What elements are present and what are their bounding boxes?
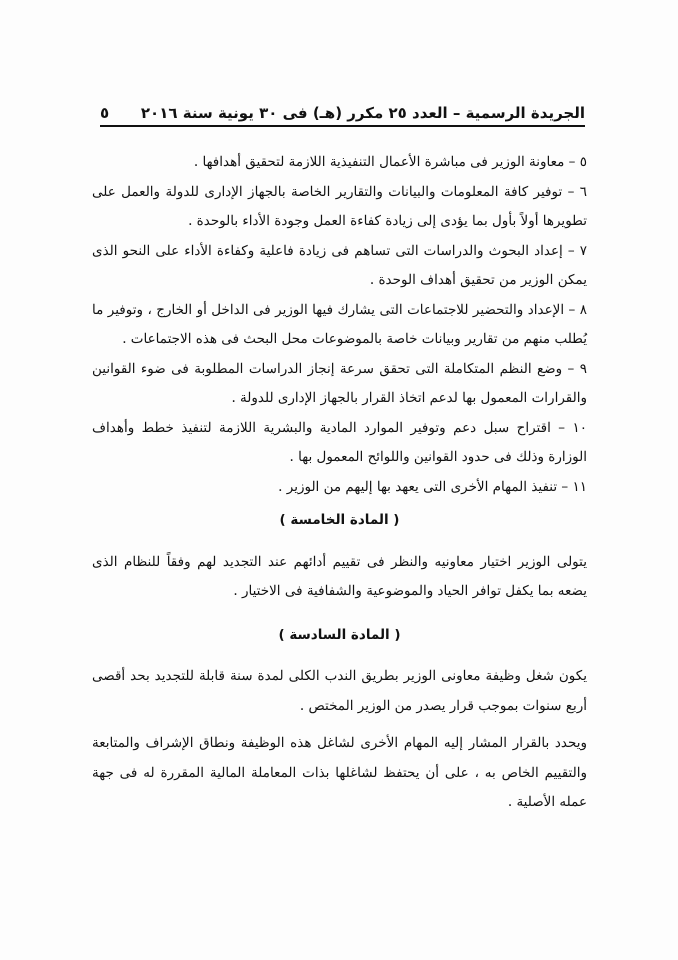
list-item: ٥ – معاونة الوزير فى مباشرة الأعمال التنفيذية اللازمة لتحقيق أهدافها .	[193, 154, 587, 170]
document-body	[92, 148, 587, 818]
list-item: ١٠ – اقتراح سبل دعم وتوفير الموارد المادية والبشرية اللازمة لتنفيذ خطط وأهداف الوزارة وذلك فى حدود القوانين واللوائح المعمول بها .	[92, 419, 587, 465]
page-number: ٥	[100, 104, 110, 122]
article-6-paragraph: يكون شغل وظيفة معاونى الوزير بطريق الندب الكلى لمدة سنة قابلة للتجديد بحد أقصى أربع سنوات بموجب قرار يصدر من الوزير المختص .	[92, 668, 587, 714]
article-5-text: يتولى الوزير اختيار معاونيه والنظر فى تقييم أدائهم عند التجديد لهم وفقاً للنظام الذى يضعه بما يكفل توافر الحياد والموضوعية والشفافية فى الاختيار .	[92, 553, 587, 599]
list-item: ٧ – إعداد البحوث والدراسات التى تساهم فى زيادة فاعلية وكفاءة الأداء على النحو الذى يمكن الوزير من تحقيق أهداف الوحدة .	[92, 242, 587, 288]
list-item: ٩ – وضع النظم المتكاملة التى تحقق سرعة إنجاز الدراسات المطلوبة فى ضوء القوانين والقرارات المعمول بها لدعم اتخاذ القرار بالجهاز الإدارى للدولة .	[92, 360, 587, 406]
article-5-heading: ( المادة الخامسة )	[279, 512, 400, 528]
gazette-title: الجريدة الرسمية – العدد ٢٥ مكرر (هـ) فى ٣٠ يونية سنة ٢٠١٦	[140, 104, 585, 122]
list-item: ٨ – الإعداد والتحضير للاجتماعات التى يشارك فيها الوزير فى الداخل أو الخارج ، وتوفير ما يُطلب منهم من تقارير وبيانات خاصة بالموضوعات محل البحث فى هذه الاجتماعات .	[92, 301, 587, 347]
page-header	[100, 92, 585, 122]
header-divider	[100, 125, 585, 127]
list-item: ١١ – تنفيذ المهام الأخرى التى يعهد بها إليهم من الوزير .	[278, 478, 587, 495]
article-6-heading: ( المادة السادسة )	[278, 626, 401, 643]
list-item: ٦ – توفير كافة المعلومات والبيانات والتقارير الخاصة بالجهاز الإدارى للدولة والعمل على تطويرها أولاً بأول بما يؤدى إلى زيادة كفاءة العمل وجودة الأداء بالوحدة .	[92, 183, 587, 229]
article-6-paragraph: ويحدد بالقرار المشار إليه المهام الأخرى لشاغل هذه الوظيفة ونطاق الإشراف والمتابعة والتقييم الخاص به ، على أن يحتفظ لشاغلها بذات المعاملة المالية المقررة له فى جهة عمله الأصلية .	[92, 735, 587, 810]
